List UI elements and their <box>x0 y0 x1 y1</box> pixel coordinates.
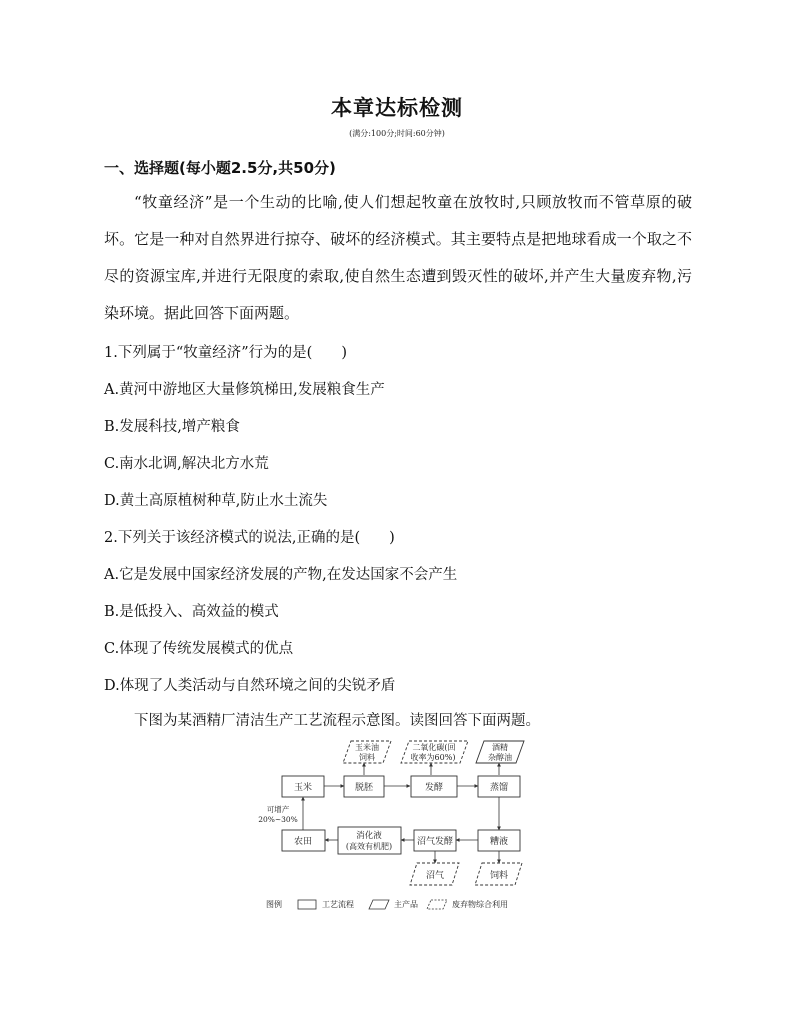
legend-waste-text: 废弃物综合利用 <box>452 900 508 909</box>
question-2-option-c: C.体现了传统发展模式的优点 <box>104 641 294 657</box>
farmland-label: 农田 <box>293 837 313 847</box>
fusel-oil-label: 杂醇油 <box>488 753 512 762</box>
question-2-stem: 2.下列关于该经济模式的说法,正确的是( ) <box>104 530 395 546</box>
intro-paragraph: “牧童经济”是一个生动的比喻,使人们想起牧童在放牧时,只顾放牧而不管草原的破坏。它是一种对自然界进行掠夺、破坏的经济模式。其主要特点是把地球看成一个取之不尽的资源宝库,并进行无限度的索取,使自然生态遭到毁灭性的破坏,并产生大量废弃物,污染环境。据此回答下面两题。 <box>104 193 692 322</box>
corn-oil-feed-label: 饲料 <box>359 753 375 762</box>
question-2-option-d: D.体现了人类活动与自然环境之间的尖锐矛盾 <box>104 678 396 694</box>
degerm-label: 脱胚 <box>354 783 374 793</box>
legend-label: 图例 <box>266 900 282 909</box>
page-title: 本章达标检测 <box>331 96 463 120</box>
question-1-option-b: B.发展科技,增产粮食 <box>104 419 240 435</box>
ferment-label: 发酵 <box>424 783 444 793</box>
biogas-label: 沼气 <box>425 871 445 881</box>
question-2-option-a: A.它是发展中国家经济发展的产物,在发达国家不会产生 <box>104 567 458 583</box>
co2-recovery-label: 收率为60%) <box>410 753 456 762</box>
question-1-option-a: A.黄河中游地区大量修筑梯田,发展粮食生产 <box>104 382 385 398</box>
legend <box>266 899 508 909</box>
question-1-option-c: C.南水北调,解决北方水荒 <box>104 456 269 472</box>
vinasse-label: 糟液 <box>489 837 509 847</box>
digestate-sublabel: (高效有机肥) <box>345 842 393 851</box>
distill-label: 蒸馏 <box>489 783 509 793</box>
digestate-label: 消化液 <box>356 831 382 841</box>
exam-info: (满分:100分;时间:60分钟) <box>349 129 445 138</box>
process-flow-diagram <box>256 735 546 915</box>
legend-process-text: 工艺流程 <box>322 900 354 909</box>
question-1-stem: 1.下列属于“牧童经济”行为的是( ) <box>104 345 347 361</box>
question-2-option-b: B.是低投入、高效益的模式 <box>104 604 279 620</box>
section-heading: 一、选择题(每小题2.5分,共50分) <box>104 159 336 177</box>
alcohol-label: 酒精 <box>492 743 508 752</box>
biogas-ferment-label: 沼气发酵 <box>416 837 454 847</box>
question-1-option-d: D.黄土高原植树种草,防止水土流失 <box>104 493 328 509</box>
legend-product-swatch <box>369 900 389 909</box>
corn-oil-label: 玉米油 <box>355 743 379 752</box>
co2-label: 二氧化碳(回 <box>412 743 456 752</box>
legend-process-swatch <box>298 900 316 909</box>
yield-note: 可增产 <box>266 805 290 814</box>
figure-intro: 下图为某酒精厂清洁生产工艺流程示意图。读图回答下面两题。 <box>134 713 540 729</box>
legend-waste-swatch <box>427 900 447 909</box>
yield-note-percent: 20%~30% <box>258 815 298 824</box>
legend-product-text: 主产品 <box>394 900 418 909</box>
corn-label: 玉米 <box>293 783 313 793</box>
feed-label: 饲料 <box>489 871 509 881</box>
